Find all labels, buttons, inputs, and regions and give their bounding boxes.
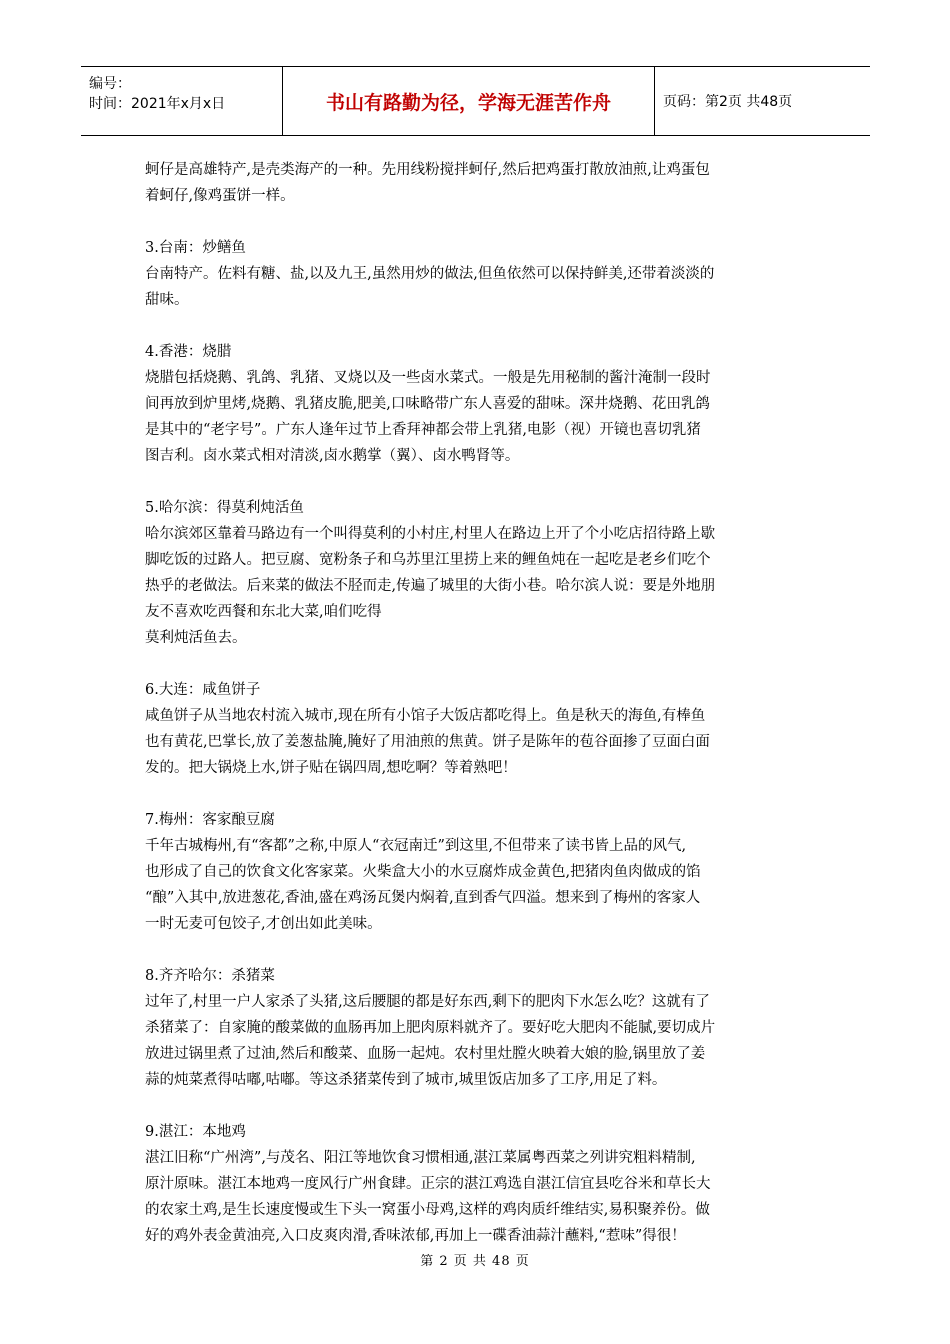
section-title: 3.台南：炒鳝鱼 bbox=[145, 240, 246, 256]
section-hongkong bbox=[145, 339, 810, 469]
section-title: 6.大连：咸鱼饼子 bbox=[145, 682, 261, 698]
section-paragraph-line: 间再放到炉里烤,烧鹅、乳猪皮脆,肥美,口味略带广东人喜爱的甜味。深井烧鹅、花田乳鸽 bbox=[145, 396, 710, 412]
section-qiqihar bbox=[145, 963, 810, 1093]
header-page-code: 页码：第2页 共48页 bbox=[663, 94, 793, 110]
section-paragraph-line: 是其中的“老字号”。广东人逢年过节上香拜神都会带上乳猪,电影（视）开镜也喜切乳猪 bbox=[145, 422, 701, 438]
section-paragraph-line: 蒜的炖菜煮得咕嘟,咕嘟。等这杀猪菜传到了城市,城里饭店加多了工序,用足了料。 bbox=[145, 1072, 667, 1088]
section-zhanjiang bbox=[145, 1119, 810, 1249]
section-paragraph-line: 哈尔滨郊区靠着马路边有一个叫得莫利的小村庄,村里人在路边上开了个小吃店招待路上歇 bbox=[145, 526, 716, 542]
section-paragraph-line: 咸鱼饼子从当地农村流入城市,现在所有小馆子大饭店都吃得上。鱼是秋天的海鱼,有棒鱼 bbox=[145, 708, 706, 724]
section-harbin bbox=[145, 495, 810, 651]
section-paragraph-line: 湛江旧称“广州湾”,与茂名、阳江等地饮食习惯相通,湛江菜属粤西菜之列讲究粗料精制, bbox=[145, 1150, 696, 1166]
section-paragraph-line: 也有黄花,巴掌长,放了姜葱盐腌,腌好了用油煎的焦黄。饼子是陈年的苞谷面掺了豆面白面 bbox=[145, 734, 710, 750]
section-paragraph-line: 蚵仔是高雄特产,是壳类海产的一种。先用线粉搅拌蚵仔,然后把鸡蛋打散放油煎,让鸡蛋包 bbox=[145, 162, 710, 178]
page-header bbox=[81, 66, 870, 136]
section-paragraph-line: 过年了,村里一户人家杀了头猪,这后腰腿的都是好东西,剩下的肥肉下水怎么吃？这就有了 bbox=[145, 994, 710, 1010]
section-tainan bbox=[145, 235, 810, 313]
section-paragraph-line: “酿”入其中,放进葱花,香油,盛在鸡汤瓦煲内焖着,直到香气四溢。想来到了梅州的客家人 bbox=[145, 890, 701, 906]
document-body bbox=[145, 157, 810, 1249]
document-time-label: 时间：2021年x月x日 bbox=[89, 96, 226, 112]
page-footer: 第 2 页 共 48 页 bbox=[420, 1254, 530, 1269]
section-dalian bbox=[145, 677, 810, 781]
section-paragraph-line: 杀猪菜了：自家腌的酸菜做的血肠再加上肥肉原料就齐了。要好吃大肥肉不能腻,要切成片 bbox=[145, 1020, 716, 1036]
section-paragraph-line: 放进过锅里煮了过油,然后和酸菜、血肠一起炖。农村里灶膛火映着大娘的脸,锅里放了姜 bbox=[145, 1046, 706, 1062]
section-paragraph-line: 烧腊包括烧鹅、乳鸽、乳猪、叉烧以及一些卤水菜式。一般是先用秘制的酱汁淹制一段时 bbox=[145, 370, 711, 386]
section-paragraph-line: 原汁原味。湛江本地鸡一度风行广州食肆。正宗的湛江鸡选自湛江信宜县吃谷米和草长大 bbox=[145, 1176, 711, 1192]
section-title: 7.梅州：客家酿豆腐 bbox=[145, 812, 275, 828]
header-motto: 书山有路勤为径，学海无涯苦作舟 bbox=[283, 67, 655, 135]
section-paragraph-line: 的农家土鸡,是生长速度慢或生下头一窝蛋小母鸡,这样的鸡肉质纤维结实,易积聚养份。做 bbox=[145, 1202, 710, 1218]
section-paragraph-line: 热乎的老做法。后来菜的做法不胫而走,传遍了城里的大街小巷。哈尔滨人说：要是外地朋 bbox=[145, 578, 716, 594]
section-paragraph-line: 一时无麦可包饺子,才创出如此美味。 bbox=[145, 916, 382, 932]
section-title: 8.齐齐哈尔：杀猪菜 bbox=[145, 968, 275, 984]
section-paragraph-line: 发的。把大锅烧上水,饼子贴在锅四周,想吃啊？等着熟吧！ bbox=[145, 760, 517, 776]
section-paragraph-line: 千年古城梅州,有“客都”之称,中原人“衣冠南迁”到这里,不但带来了读书皆上品的风气, bbox=[145, 838, 687, 854]
section-title: 4.香港：烧腊 bbox=[145, 344, 232, 360]
section-paragraph-line: 着蚵仔,像鸡蛋饼一样。 bbox=[145, 188, 295, 204]
document-number-label: 编号： bbox=[89, 76, 131, 92]
section-title: 9.湛江：本地鸡 bbox=[145, 1124, 246, 1140]
section-paragraph-line: 图吉利。卤水菜式相对清淡,卤水鹅掌（翼）、卤水鸭肾等。 bbox=[145, 448, 520, 464]
section-paragraph-line: 好的鸡外表金黄油亮,入口皮爽肉滑,香味浓郁,再加上一碟香油蒜汁蘸料,“惹味”得很！ bbox=[145, 1228, 686, 1244]
section-title: 5.哈尔滨：得莫利炖活鱼 bbox=[145, 500, 304, 516]
header-info-cell bbox=[81, 67, 283, 135]
section-0 bbox=[145, 157, 810, 209]
section-meizhou bbox=[145, 807, 810, 937]
section-paragraph-line: 脚吃饭的过路人。把豆腐、宽粉条子和乌苏里江里捞上来的鲤鱼炖在一起吃是老乡们吃个 bbox=[145, 552, 711, 568]
section-paragraph-line: 甜味。 bbox=[145, 292, 189, 308]
section-paragraph-line: 莫利炖活鱼去。 bbox=[145, 630, 247, 646]
section-paragraph-line: 友不喜欢吃西餐和东北大菜,咱们吃得 bbox=[145, 604, 382, 620]
section-paragraph-line: 台南特产。佐料有糖、盐,以及九王,虽然用炒的做法,但鱼依然可以保持鲜美,还带着淡淡的 bbox=[145, 266, 715, 282]
section-paragraph-line: 也形成了自己的饮食文化客家菜。火柴盒大小的水豆腐炸成金黄色,把猪肉鱼肉做成的馅 bbox=[145, 864, 701, 880]
